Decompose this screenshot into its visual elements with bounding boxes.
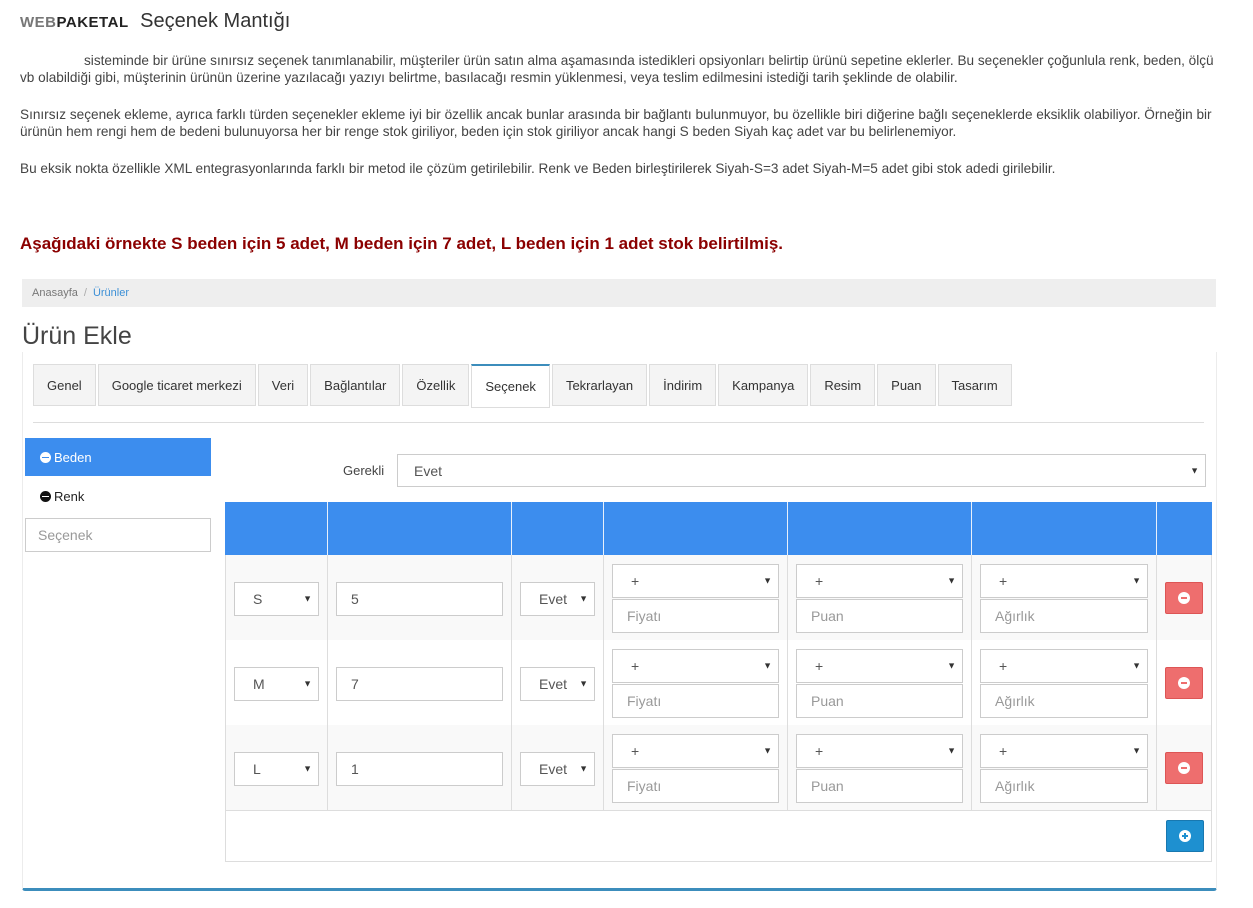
cell-border [511,640,512,725]
cell-border [1211,555,1212,640]
cell-border [971,640,972,725]
caret-down-icon: ▼ [1132,745,1141,756]
weight-input[interactable] [980,599,1148,633]
tab-bar [33,364,1014,408]
price-prefix: + [631,573,640,589]
points-prefix: + [815,573,824,589]
cell-border [603,725,604,810]
minus-circle-icon [1178,762,1190,774]
tab-indirim[interactable]: İndirim [649,364,716,406]
caret-down-icon: ▼ [303,763,312,774]
weight-placeholder: Ağırlık [995,693,1035,709]
sidebar-item-label: Beden [54,449,92,465]
cell-border [225,555,226,640]
breadcrumb-current[interactable]: Ürünler [92,287,130,299]
cell-border [787,725,788,810]
minus-circle-icon [1178,677,1190,689]
remove-row-button[interactable] [1165,752,1203,784]
price-placeholder: Fiyatı [627,693,662,709]
caret-down-icon: ▼ [763,575,772,586]
caret-down-icon: ▼ [763,660,772,671]
weight-input[interactable] [980,684,1148,718]
quantity-input[interactable] [336,752,503,786]
points-prefix: + [815,658,824,674]
points-prefix-select[interactable] [796,649,963,683]
cell-border [971,555,972,640]
weight-prefix-select[interactable] [980,564,1148,598]
cell-border [511,725,512,810]
cell-border [1211,640,1212,725]
caret-down-icon: ▼ [763,745,772,756]
caret-down-icon: ▼ [947,745,956,756]
tab-resim[interactable]: Resim [810,364,875,406]
price-prefix: + [631,658,640,674]
price-placeholder: Fiyatı [627,778,662,794]
points-input[interactable] [796,769,963,803]
tab-divider [33,422,1204,423]
price-input[interactable] [612,684,779,718]
caret-down-icon: ▼ [579,678,588,689]
caret-down-icon: ▼ [1132,660,1141,671]
price-input[interactable] [612,599,779,633]
header-title [20,10,290,33]
price-prefix-select[interactable] [612,564,779,598]
points-placeholder: Puan [811,778,844,794]
quantity-value: 1 [351,761,359,777]
brand-paketal: PAKETAL [56,14,129,31]
tab-baglantilar[interactable]: Bağlantılar [310,364,400,406]
subtract-stock-select[interactable] [520,667,595,701]
header-separator [511,502,512,555]
header-separator [603,502,604,555]
table-row [225,640,1212,726]
sidebar-item-renk[interactable] [25,477,211,515]
brand-web: WEB [20,14,57,31]
cell-border [1156,640,1157,725]
cell-border [225,725,226,810]
caret-down-icon: ▼ [579,593,588,604]
points-input[interactable] [796,684,963,718]
tab-kampanya[interactable]: Kampanya [718,364,808,406]
tab-ozellik[interactable]: Özellik [402,364,469,406]
table-row [225,725,1212,811]
intro-paragraph-2: Sınırsız seçenek ekleme, ayrıca farklı türden seçenekler ekleme iyi bir özellik ancak bunlar arasında bir bağlantı bulunmuyor, bu özellikle biri diğerine bağlı seçeneklerde eksiklik olabiliyor. Örneğin bir ürünün hem rengi hem de bedeni bulunuyorsa her bir renge stok giriliyor, beden için stok giriliyor ancak hangi S beden Siyah kaç adet var bu belirlenemiyor. [20,107,1212,139]
remove-row-button[interactable] [1165,582,1203,614]
caret-down-icon: ▼ [303,593,312,604]
subtract-value: Evet [539,761,568,777]
quantity-value: 5 [351,591,359,607]
price-prefix-select[interactable] [612,649,779,683]
caret-down-icon: ▼ [1132,575,1141,586]
weight-prefix: + [999,573,1008,589]
weight-prefix-select[interactable] [980,734,1148,768]
points-prefix: + [815,743,824,759]
cell-border [603,640,604,725]
points-prefix-select[interactable] [796,734,963,768]
tab-secenek[interactable]: Seçenek [471,364,550,408]
quantity-input[interactable] [336,667,503,701]
tab-veri[interactable]: Veri [258,364,308,406]
cell-border [327,640,328,725]
price-input[interactable] [612,769,779,803]
form-title: Ürün Ekle [22,322,132,350]
cell-border [225,640,226,725]
page-heading: Seçenek Mantığı [140,10,291,32]
points-prefix-select[interactable] [796,564,963,598]
caret-down-icon: ▼ [303,678,312,689]
cell-border [603,555,604,640]
remove-circle-icon[interactable] [40,491,51,502]
weight-prefix-select[interactable] [980,649,1148,683]
cell-border [1156,555,1157,640]
plus-circle-icon [1179,830,1191,842]
weight-placeholder: Ağırlık [995,608,1035,624]
tab-tekrarlayan[interactable]: Tekrarlayan [552,364,647,406]
header-separator [327,502,328,555]
cell-border [787,555,788,640]
weight-prefix: + [999,658,1008,674]
table-header [225,502,1212,555]
add-row-button[interactable] [1166,820,1204,852]
tab-puan[interactable]: Puan [877,364,935,406]
option-value: S [253,591,263,607]
points-input[interactable] [796,599,963,633]
price-placeholder: Fiyatı [627,608,662,624]
subtract-value: Evet [539,591,568,607]
points-placeholder: Puan [811,693,844,709]
subtract-value: Evet [539,676,568,692]
weight-prefix: + [999,743,1008,759]
cell-border [1156,725,1157,810]
tab-tasarim[interactable]: Tasarım [938,364,1012,406]
breadcrumb-home[interactable]: Anasayfa [32,287,78,299]
points-placeholder: Puan [811,608,844,624]
header-separator [971,502,972,555]
weight-placeholder: Ağırlık [995,778,1035,794]
minus-circle-icon [1178,592,1190,604]
caret-down-icon: ▼ [947,660,956,671]
option-value: L [253,761,261,777]
quantity-value: 7 [351,676,359,692]
breadcrumb [22,279,1216,307]
option-search-input[interactable] [25,518,211,552]
header-separator [1156,502,1157,555]
breadcrumb-separator: / [83,287,87,299]
option-value-select[interactable] [234,752,319,786]
subtract-stock-select[interactable] [520,582,595,616]
subtract-stock-select[interactable] [520,752,595,786]
cell-border [1211,725,1212,810]
header-separator [787,502,788,555]
caret-down-icon: ▼ [1190,465,1199,475]
cell-border [511,555,512,640]
option-value-select[interactable] [234,667,319,701]
option-value: M [253,676,265,692]
quantity-input[interactable] [336,582,503,616]
tab-genel[interactable]: Genel [33,364,96,406]
example-heading: Aşağıdaki örnekte S beden için 5 adet, M beden için 7 adet, L beden için 1 adet stok belirtilmiş. [20,234,784,253]
cell-border [971,725,972,810]
sidebar-item-label: Renk [54,488,85,504]
table-row [225,555,1212,641]
caret-down-icon: ▼ [947,575,956,586]
intro-paragraph-1: sisteminde bir ürüne sınırsız seçenek tanımlanabilir, müşteriler ürün satın alma aşamasında istedikleri opsiyonları belirtip ürünü sepetine eklerler. Bu seçenekler çoğunlula renk, beden, ölçü vb olabildiği gibi, müşterinin ürünün üzerine yazılacağı yazıyı belirtme, basılacağı resmin yüklenmesi, veya teslim edilmesini istediği tarih şeklinde de olabilir. [20,53,1214,85]
caret-down-icon: ▼ [579,763,588,774]
required-label: Gerekli [343,463,385,478]
table-footer [225,811,1212,862]
cell-border [787,640,788,725]
required-value: Evet [414,462,443,479]
price-prefix-select[interactable] [612,734,779,768]
weight-input[interactable] [980,769,1148,803]
sidebar-item-beden[interactable] [25,438,211,476]
remove-row-button[interactable] [1165,667,1203,699]
tab-google-ticaret[interactable]: Google ticaret merkezi [98,364,256,406]
remove-circle-icon[interactable] [40,452,51,463]
intro-paragraph-3: Bu eksik nokta özellikle XML entegrasyonlarında farklı bir metod ile çözüm getirilebilir. Renk ve Beden birleştirilerek Siyah-S=3 adet Siyah-M=5 adet gibi stok adedi girilebilir. [20,161,1056,176]
cell-border [327,725,328,810]
option-values-table [225,502,1212,862]
option-value-select[interactable] [234,582,319,616]
cell-border [327,555,328,640]
required-select[interactable] [397,454,1206,487]
price-prefix: + [631,743,640,759]
